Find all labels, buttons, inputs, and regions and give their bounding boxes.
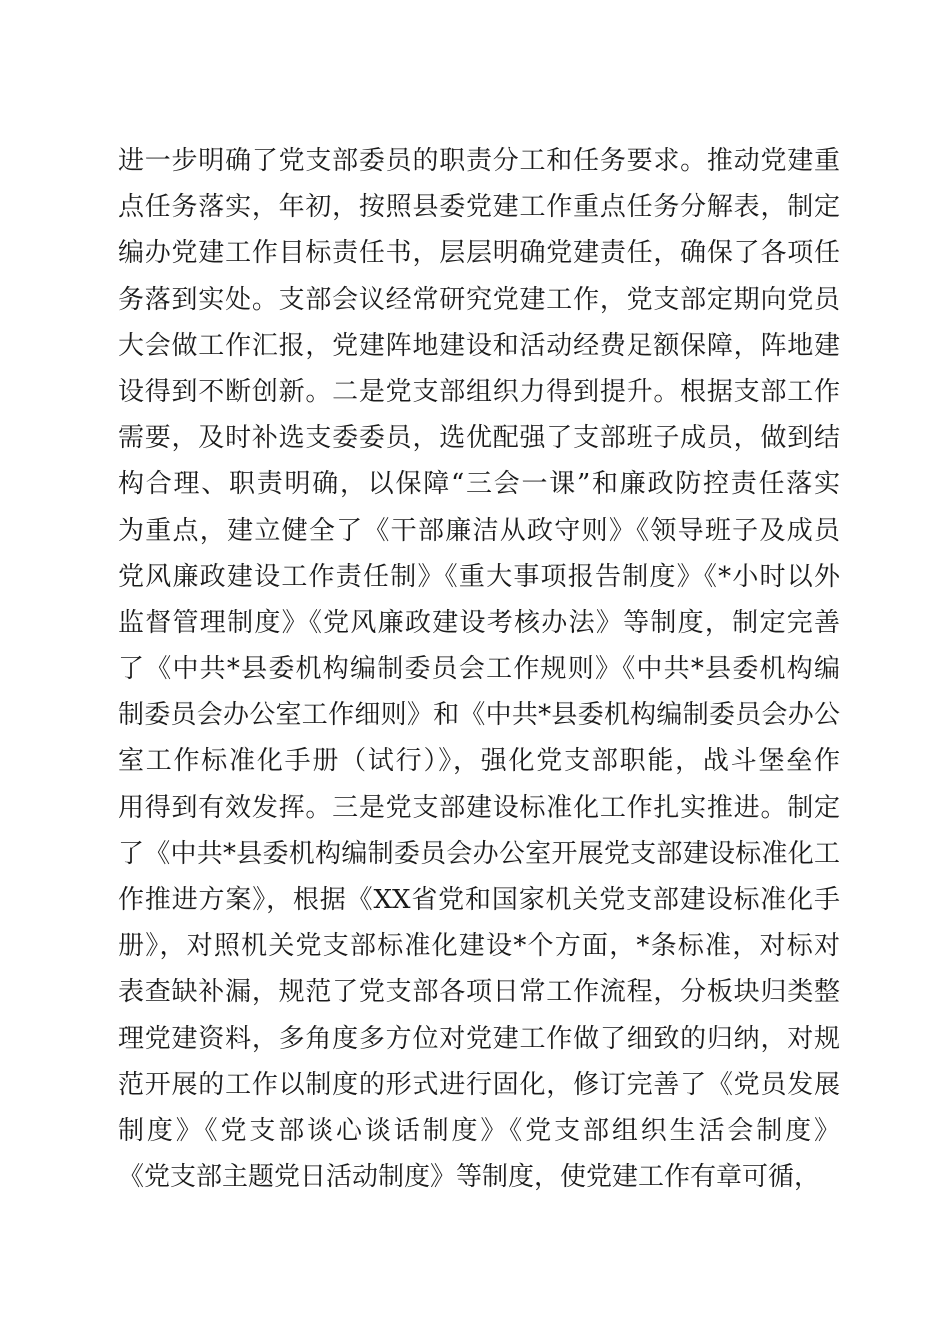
text-line-13: 制委员会办公室工作细则》和《中共*县委机构编制委员会办公 [118,700,840,731]
text-line-12: 了《中共*县委机构编制委员会工作规则》《中共*县委机构编 [118,654,840,685]
body-paragraph [118,138,840,1200]
text-line-16: 了《中共*县委机构编制委员会办公室开展党支部建设标准化工 [118,838,840,869]
text-line-15: 用得到有效发挥。三是党支部建设标准化工作扎实推进。制定 [118,792,840,823]
text-line-22: 制度》《党支部谈心谈话制度》《党支部组织生活会制度》 [118,1115,840,1146]
text-line-3: 编办党建工作目标责任书，层层明确党建责任，确保了各项任 [118,238,840,269]
text-line-5: 大会做工作汇报，党建阵地建设和活动经费足额保障，阵地建 [118,330,840,361]
text-line-21: 范开展的工作以制度的形式进行固化，修订完善了《党员发展 [118,1069,840,1100]
text-line-20: 理党建资料，多角度多方位对党建工作做了细致的归纳，对规 [118,1023,840,1054]
text-line-18: 册》，对照机关党支部标准化建设*个方面，*条标准，对标对 [118,931,840,962]
text-line-4: 务落到实处。支部会议经常研究党建工作，党支部定期向党员 [118,284,840,315]
text-line-9: 为重点，建立健全了《干部廉洁从政守则》《领导班子及成员 [118,515,840,546]
text-line-2: 点任务落实，年初，按照县委党建工作重点任务分解表，制定 [118,192,840,223]
text-line-14: 室工作标准化手册（试行）》，强化党支部职能，战斗堡垒作 [118,746,840,777]
text-line-17: 作推进方案》，根据《XX省党和国家机关党支部建设标准化手 [118,885,840,915]
text-line-8: 构合理、职责明确，以保障“三会一课”和廉政防控责任落实 [118,469,840,500]
text-line-6: 设得到不断创新。二是党支部组织力得到提升。根据支部工作 [118,376,840,407]
text-line-11: 监督管理制度》《党风廉政建设考核办法》等制度，制定完善 [118,607,840,638]
text-line-7: 需要，及时补选支委委员，选优配强了支部班子成员，做到结 [118,423,840,454]
text-line-1: 进一步明确了党支部委员的职责分工和任务要求。推动党建重 [118,146,840,176]
text-line-23: 《党支部主题党日活动制度》等制度，使党建工作有章可循， [118,1162,821,1193]
text-line-19: 表查缺补漏，规范了党支部各项日常工作流程，分板块归类整 [118,977,840,1008]
text-line-10: 党风廉政建设工作责任制》《重大事项报告制度》《*小时以外 [118,561,840,592]
